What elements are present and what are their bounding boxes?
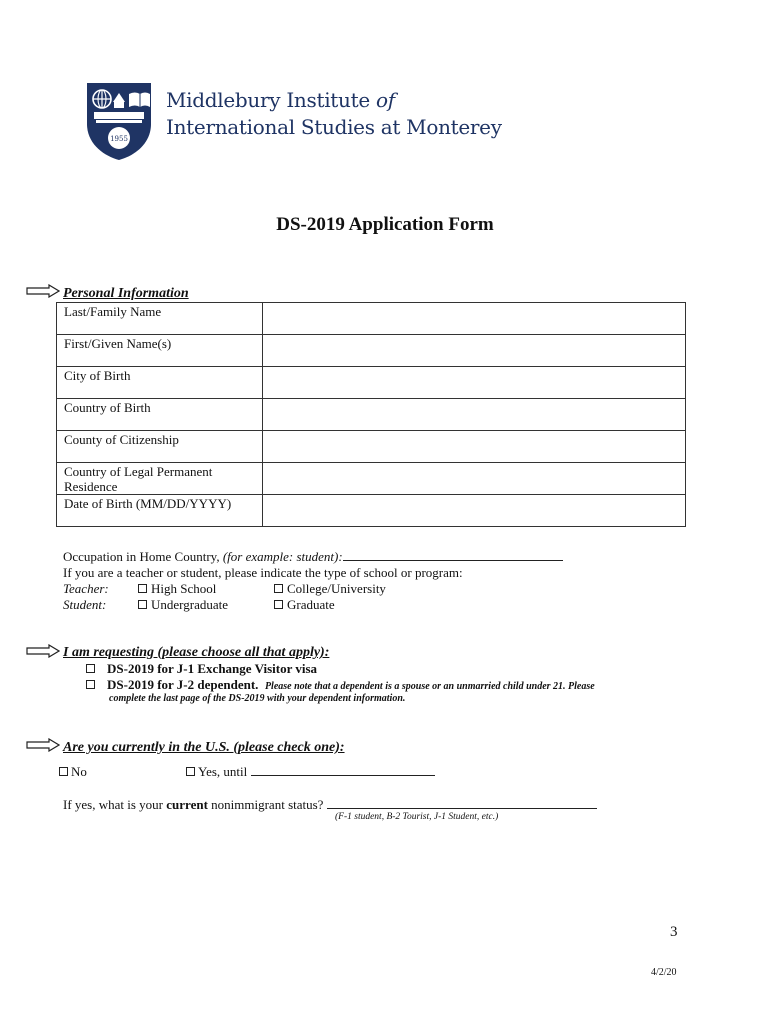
in-us-yes-option[interactable]: Yes, until bbox=[186, 764, 435, 780]
graduate-option[interactable]: Graduate bbox=[274, 597, 335, 613]
org-name-line1: Middlebury Institute of bbox=[166, 88, 395, 112]
checkbox-college bbox=[274, 584, 283, 593]
checkbox-undergraduate bbox=[138, 600, 147, 609]
field-label: First/Given Name(s) bbox=[57, 335, 263, 367]
seal-year: 1955 bbox=[110, 135, 128, 143]
table-row bbox=[57, 495, 686, 527]
checkbox-j1 bbox=[86, 664, 95, 673]
until-date-input[interactable] bbox=[251, 764, 435, 776]
page-number: 3 bbox=[670, 924, 678, 940]
school-instruction: If you are a teacher or student, please indicate the type of school or program: bbox=[63, 565, 463, 580]
institute-seal-logo bbox=[84, 80, 154, 162]
field-input[interactable] bbox=[263, 463, 686, 495]
teacher-label: Teacher: bbox=[63, 581, 109, 596]
table-row bbox=[57, 367, 686, 399]
table-row bbox=[57, 303, 686, 335]
j2-option[interactable]: DS-2019 for J-2 dependent. Please note that a dependent is a spouse or an unmarried child under 21. Please bbox=[86, 677, 595, 693]
undergraduate-option[interactable]: Undergraduate bbox=[138, 597, 228, 613]
occupation-input[interactable] bbox=[343, 549, 563, 561]
field-label: Date of Birth (MM/DD/YYYY) bbox=[57, 495, 263, 527]
checkbox-graduate bbox=[274, 600, 283, 609]
form-title: DS-2019 Application Form bbox=[276, 214, 494, 235]
j1-option[interactable]: DS-2019 for J-1 Exchange Visitor visa bbox=[86, 661, 317, 677]
arrow-right-icon bbox=[26, 644, 60, 658]
status-input[interactable] bbox=[327, 797, 597, 809]
field-input[interactable] bbox=[263, 495, 686, 527]
high-school-option[interactable]: High School bbox=[138, 581, 216, 597]
field-label: Last/Family Name bbox=[57, 303, 263, 335]
college-option[interactable]: College/University bbox=[274, 581, 386, 597]
personal-info-heading: Personal Information bbox=[63, 286, 189, 301]
arrow-right-icon bbox=[26, 284, 60, 298]
in-us-heading: Are you currently in the U.S. (please check one): bbox=[63, 740, 345, 755]
field-label: Country of Birth bbox=[57, 399, 263, 431]
arrow-right-icon bbox=[26, 738, 60, 752]
occupation-line: Occupation in Home Country, (for example: student): bbox=[63, 549, 563, 565]
checkbox-no bbox=[59, 767, 68, 776]
field-input[interactable] bbox=[263, 367, 686, 399]
status-hint: (F-1 student, B-2 Tourist, J-1 Student, etc.) bbox=[335, 812, 499, 822]
in-us-no-option[interactable]: No bbox=[59, 764, 87, 780]
field-input[interactable] bbox=[263, 431, 686, 463]
table-row bbox=[57, 431, 686, 463]
status-question: If yes, what is your current nonimmigrant status? bbox=[63, 797, 597, 813]
checkbox-high-school bbox=[138, 584, 147, 593]
personal-info-table bbox=[56, 302, 686, 527]
field-input[interactable] bbox=[263, 303, 686, 335]
table-row bbox=[57, 399, 686, 431]
checkbox-yes bbox=[186, 767, 195, 776]
field-input[interactable] bbox=[263, 335, 686, 367]
field-label: City of Birth bbox=[57, 367, 263, 399]
field-input[interactable] bbox=[263, 399, 686, 431]
student-label: Student: bbox=[63, 597, 107, 612]
table-row bbox=[57, 463, 686, 495]
checkbox-j2 bbox=[86, 680, 95, 689]
revision-date: 4/2/20 bbox=[651, 967, 677, 978]
table-row bbox=[57, 335, 686, 367]
field-label: Country of Legal Permanent Residence bbox=[57, 463, 263, 495]
j2-note-line2: complete the last page of the DS-2019 with your dependent information. bbox=[109, 693, 406, 704]
field-label: County of Citizenship bbox=[57, 431, 263, 463]
requesting-heading: I am requesting (please choose all that apply): bbox=[63, 645, 330, 660]
org-name-line2: International Studies at Monterey bbox=[166, 115, 502, 139]
j2-note-line1: Please note that a dependent is a spouse or an unmarried child under 21. Please bbox=[264, 681, 595, 692]
